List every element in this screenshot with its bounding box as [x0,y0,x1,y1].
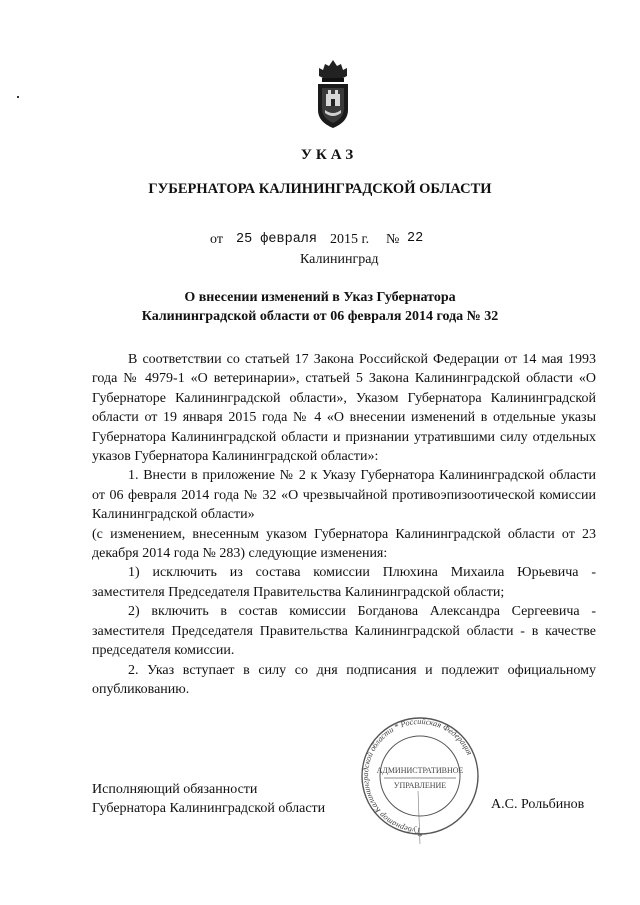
document-issuer: ГУБЕРНАТОРА КАЛИНИНГРАДСКОЙ ОБЛАСТИ [148,181,492,197]
subject-line-1: О внесении изменений в Указ Губернатора [184,290,456,305]
seal-ring-text: Губернатор Калининградской области * Российская Федерация [361,716,475,836]
signatory-name: А.С. Рольбинов [491,797,585,812]
decree-body [92,350,596,699]
preamble-paragraph: В соответствии со статьей 17 Закона Российской Федерации от 14 мая 1993 года № 4979-1 «О ветеринарии», статьей 5 Закона Калининградской области «О Губернаторе Калининградской области», Указом Губернатора Калининградской области от 19 января 2015 года № 4 «О внесении изменений в отдельные указы Губернатора Калининградской области и признании утратившими силу отдельных указов Губернатора Калининградской области»: [92,352,596,465]
seal-star-icon: * [417,831,423,843]
decree-subject [0,288,640,326]
decree-number: 22 [407,231,424,246]
signatory-position [92,780,325,818]
scan-speck [17,96,19,98]
item-2-paragraph: 2. Указ вступает в силу со дня подписания и подлежит официальному опубликованию. [92,662,596,697]
item-1-continuation: (с изменением, внесенным указом Губернатора Калининградской области от 23 декабря 2014 года № 283) следующие изменения: [92,526,596,562]
date-prefix: от [210,232,223,247]
item-1-paragraph: 1. Внести в приложение № 2 к Указу Губернатора Калининградской области от 06 февраля 2014 года № 32 «О чрезвычайной противоэпизоотической комиссии Калининградской области» [92,468,596,523]
city: Калининград [300,252,379,267]
subject-line-2: Калининградской области от 06 февраля 2014 года № 32 [141,309,499,324]
date-day-month: 25 февраля [236,232,318,247]
svg-text:Губернатор Калининградской обл [361,717,474,835]
subitem-1-paragraph: 1) исключить из состава комиссии Плюхина Михаила Юрьевича - заместителя Председателя Правительства Калининградской области; [92,565,596,600]
position-line-1: Исполняющий обязанности [92,782,258,797]
seal-center-line-2: УПРАВЛЕНИЕ [393,781,447,790]
number-sign: № [386,232,400,247]
subitem-2-paragraph: 2) включить в состав комиссии Богданова Александра Сергеевича - заместителя Председателя Правительства Калининградской области - в качестве председателя комиссии. [92,604,596,659]
coat-of-arms-icon [313,58,353,130]
document-type: УКАЗ [300,147,358,163]
date-year: 2015 г. [330,232,370,247]
position-line-2: Губернатора Калининградской области [92,801,326,816]
seal-center-line-1: АДМИНИСТРАТИВНОЕ [376,766,464,775]
official-seal [360,716,480,846]
